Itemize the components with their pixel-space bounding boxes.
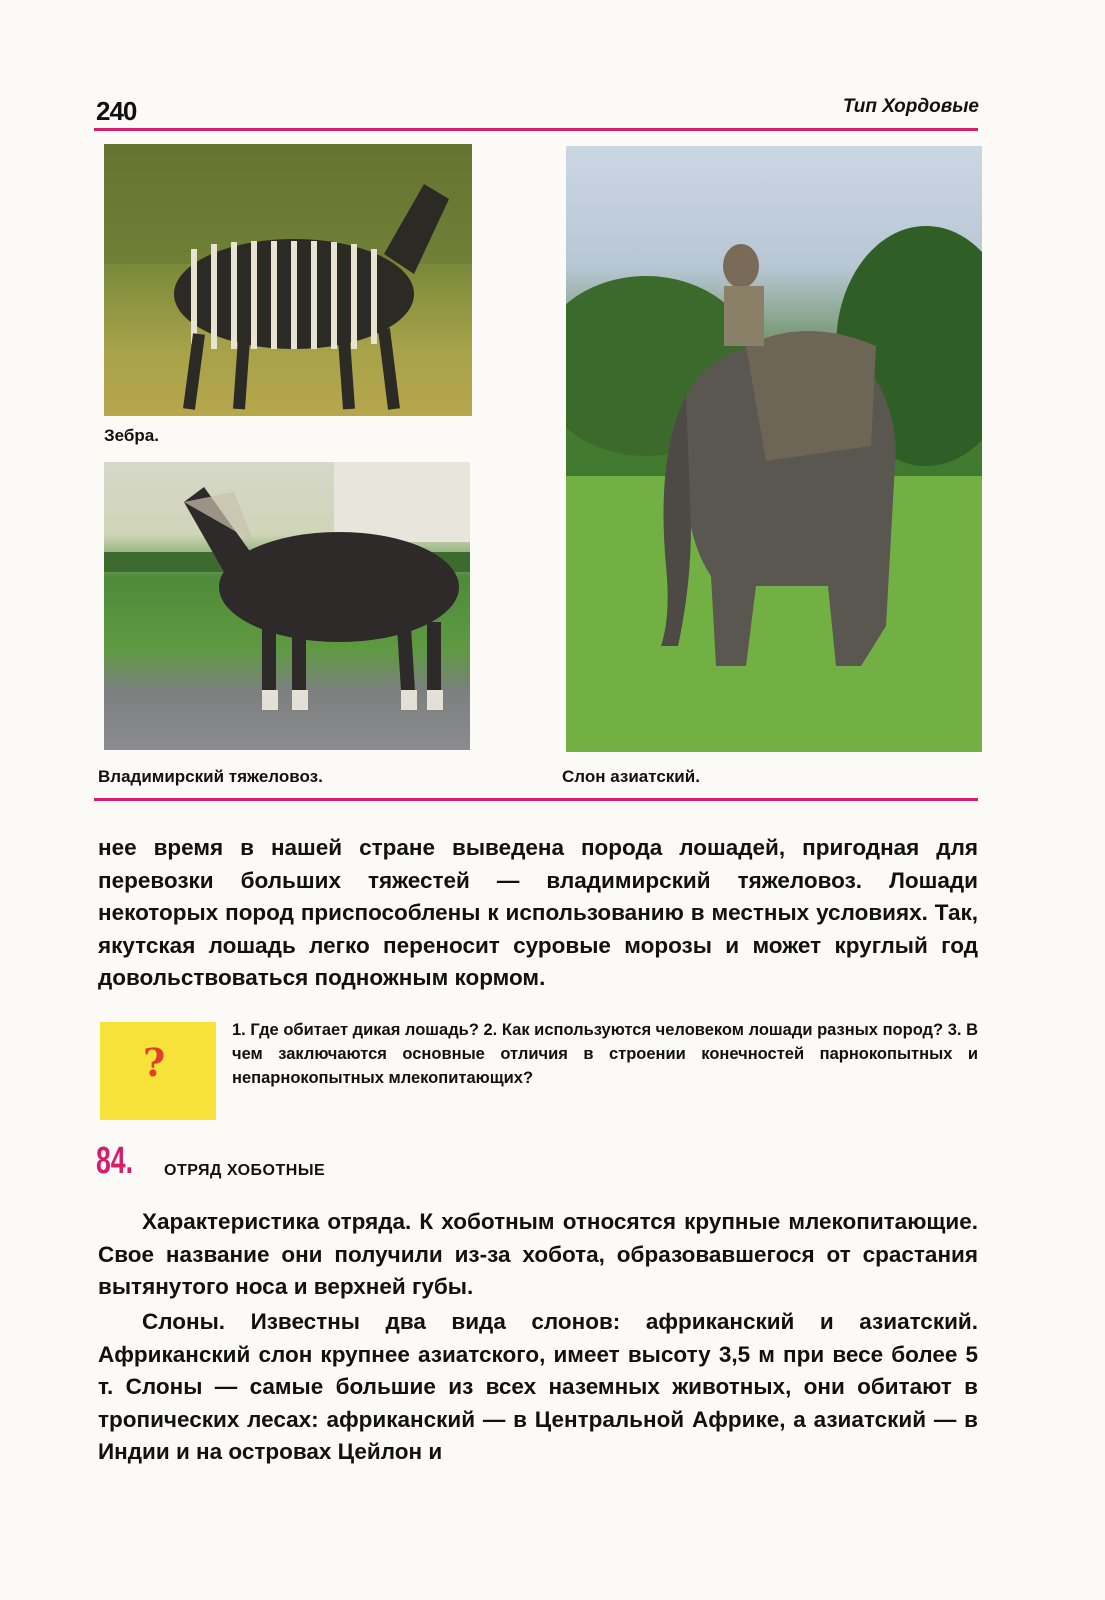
running-head: Тип Хордовые xyxy=(842,96,979,117)
figure-rule xyxy=(94,798,978,801)
question-icon: ? xyxy=(143,1040,166,1085)
zebra-illustration xyxy=(104,144,472,416)
elephant-illustration xyxy=(566,146,982,752)
page-number: 240 xyxy=(96,96,137,126)
intro-paragraph: нее время в нашей стране выведена порода лошадей, пригодная для перевозки больших тяжестей — владимирский тяжеловоз. Лошади некоторых пород приспособлены к использованию в местных условиях. Так, якутская лошадь легко переносит суровые морозы и может круглый год довольствоваться подножным кормом. xyxy=(98,835,978,990)
horse-caption: Владимирский тяжеловоз. xyxy=(98,767,323,786)
header-rule xyxy=(94,128,978,131)
paragraph-elephants xyxy=(98,1306,978,1469)
zebra-photo xyxy=(104,144,472,416)
paragraph-lead: Характеристика отряда. xyxy=(142,1209,412,1234)
horse-illustration xyxy=(104,462,470,750)
section-title: ОТРЯД ХОБОТНЫЕ xyxy=(164,1162,326,1179)
paragraph-lead: Слоны. xyxy=(142,1309,226,1334)
section-number: 84. xyxy=(96,1140,133,1182)
review-questions: 1. Где обитает дикая лошадь? 2. Как используются человеком лошади разных пород? 3. В чем заключаются основные отличия в строении конечностей парнокопытных и непарнокопытных млекопитающих? xyxy=(232,1021,978,1087)
elephant-photo xyxy=(566,146,982,752)
paragraph-text: Известны два вида слонов: африканский и азиатский. Африканский слон крупнее азиатского, имеет высоту 3,5 м при весе более 5 т. Слоны — самые большие из всех наземных животных, они обитают в тропических лесах: африканский — в Центральной Африке, а азиатский — в Индии и на островах Цейлон и xyxy=(98,1309,978,1464)
paragraph-text: К хоботным относятся крупные млекопитающие. Свое название они получили из-за хобота, образовавшегося от срастания вытянутого носа и верхней губы. xyxy=(98,1209,978,1299)
elephant-caption: Слон азиатский. xyxy=(562,767,700,786)
paragraph-characteristics xyxy=(98,1206,978,1304)
zebra-caption: Зебра. xyxy=(104,426,159,445)
horse-photo xyxy=(104,462,470,750)
